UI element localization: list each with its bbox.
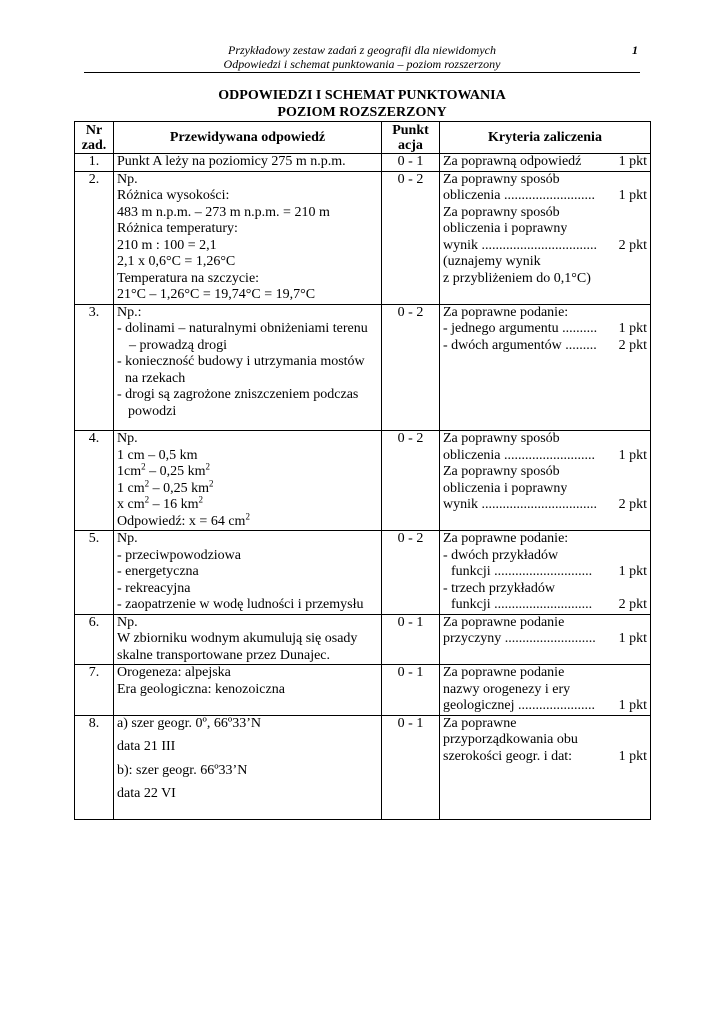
superscript: 2	[198, 494, 203, 505]
criteria-cell	[440, 665, 651, 716]
criteria-text: Za poprawne podanie	[443, 614, 565, 630]
table-row	[75, 431, 651, 531]
table-row	[75, 154, 651, 172]
criteria-text: - trzech przykładów	[443, 580, 555, 596]
answer-cell	[114, 154, 382, 172]
answer-line: - rekreacyjna	[117, 580, 191, 596]
criteria-line	[443, 172, 647, 189]
criteria-text: Za poprawny sposób	[443, 204, 560, 220]
page-number: 1	[632, 43, 638, 57]
criteria-text: obliczenia ..........................	[443, 447, 596, 463]
superscript: 2	[205, 461, 210, 472]
answer-line: a) szer geogr. 0º, 66º33’N	[117, 715, 261, 731]
criteria-cell	[440, 431, 651, 531]
answer-line: Np.	[117, 531, 138, 546]
criteria-line	[443, 732, 647, 749]
answer-text: – 0,25 km	[149, 480, 209, 496]
task-number: 6.	[75, 614, 114, 665]
criteria-text: przyczyny ..........................	[443, 631, 596, 646]
answer-text: 1cm	[117, 464, 142, 479]
criteria-text: przyporządkowania obu	[443, 732, 578, 747]
answer-line: data 21 III	[117, 739, 176, 754]
criteria-text: Za poprawną odpowiedź	[443, 154, 582, 169]
criteria-points: 1 pkt	[618, 564, 647, 579]
answer-line: W zbiorniku wodnym akumulują się osady	[117, 631, 358, 646]
answer-cell	[114, 304, 382, 431]
answer-cell	[114, 171, 382, 304]
criteria-points: 1 pkt	[618, 631, 647, 646]
answer-line: Np.:	[117, 304, 142, 320]
answer-key-table	[74, 121, 651, 820]
criteria-points: 2 pkt	[618, 237, 647, 253]
criteria-line	[443, 749, 647, 766]
criteria-text: funkcji ............................	[451, 564, 593, 579]
criteria-line	[443, 205, 647, 222]
criteria-points: 1 pkt	[618, 188, 647, 203]
col-header-answer: Przewidywana odpowiedź	[114, 122, 382, 154]
criteria-line	[443, 698, 647, 715]
task-number: 2.	[75, 171, 114, 304]
answer-line: - dolinami – naturalnymi obniżeniami terenu	[117, 321, 368, 336]
page-title: ODPOWIEDZI I SCHEMAT PUNKTOWANIA	[218, 88, 506, 103]
superscript: 2	[144, 494, 150, 505]
criteria-text: Za poprawne	[443, 715, 517, 731]
answer-text: – 16 km	[149, 497, 199, 512]
answer-line: Punkt A leży na poziomicy 275 m n.p.m.	[117, 154, 346, 169]
criteria-text: z przybliżeniem do 0,1°C)	[443, 270, 591, 286]
criteria-text: - jednego argumentu ..........	[443, 321, 598, 336]
answer-line: Orogeneza: alpejska	[117, 665, 231, 680]
answer-text: x cm	[117, 497, 145, 512]
criteria-points: 1 pkt	[618, 748, 647, 764]
table-row	[75, 171, 651, 304]
criteria-line	[443, 321, 647, 338]
superscript: 2	[245, 510, 250, 521]
answer-line: 483 m n.p.m. – 273 m n.p.m. = 210 m	[117, 204, 330, 220]
task-number: 4.	[75, 431, 114, 531]
answer-line: - zaopatrzenie w wodę ludności i przemysłu	[117, 597, 364, 612]
answer-line: b): szer geogr. 66º33’N	[117, 762, 248, 778]
superscript: 2	[209, 477, 214, 488]
criteria-cell	[440, 304, 651, 431]
criteria-text: obliczenia i poprawny	[443, 480, 568, 496]
criteria-text: obliczenia ..........................	[443, 188, 596, 203]
answer-line: 2,1 x 0,6°C = 1,26°C	[117, 254, 236, 269]
criteria-line	[443, 716, 647, 733]
points-range: 0 - 1	[382, 665, 440, 716]
answer-line: - energetyczna	[117, 564, 199, 579]
criteria-text: Za poprawny sposób	[443, 171, 560, 187]
criteria-line	[443, 615, 647, 632]
criteria-line	[443, 481, 647, 498]
answer-line: 210 m : 100 = 2,1	[117, 237, 217, 253]
col-header-points-line1: Punkt	[392, 122, 429, 138]
col-header-nr	[75, 122, 114, 154]
criteria-points: 1 pkt	[618, 321, 647, 336]
answer-line	[117, 477, 378, 498]
criteria-text: funkcji ............................	[451, 597, 593, 612]
task-number: 7.	[75, 665, 114, 716]
criteria-text: obliczenia i poprawny	[443, 221, 568, 236]
answer-cell	[114, 715, 382, 819]
points-range: 0 - 1	[382, 614, 440, 665]
criteria-line	[443, 254, 647, 271]
answer-line	[117, 510, 378, 531]
table-row	[75, 614, 651, 665]
criteria-text: wynik .................................	[443, 497, 597, 512]
running-header-line1: Przykładowy zestaw zadań z geografii dla niewidomych	[228, 43, 496, 57]
col-header-points	[382, 122, 440, 154]
criteria-text: Za poprawne podanie	[443, 665, 565, 680]
task-number: 5.	[75, 531, 114, 615]
criteria-text: - dwóch przykładów	[443, 547, 559, 563]
criteria-text: - dwóch argumentów .........	[443, 337, 597, 353]
page-subtitle: POZIOM ROZSZERZONY	[277, 105, 447, 120]
criteria-points: 2 pkt	[618, 337, 647, 353]
criteria-line	[443, 665, 647, 682]
answer-cell	[114, 431, 382, 531]
criteria-cell	[440, 154, 651, 172]
criteria-line	[443, 548, 647, 565]
answer-line: 21°C – 1,26°C = 19,74°C = 19,7°C	[117, 287, 316, 302]
criteria-line	[443, 448, 647, 465]
criteria-line	[443, 238, 647, 255]
criteria-text: nazwy orogenezy i ery	[443, 681, 571, 697]
criteria-line	[443, 682, 647, 699]
answer-line: - konieczność budowy i utrzymania mostów	[117, 354, 365, 369]
answer-line: na rzekach	[125, 370, 186, 386]
superscript: 2	[144, 477, 150, 488]
header-rule	[84, 72, 640, 73]
criteria-line	[443, 581, 647, 598]
answer-text: Odpowiedź: x = 64 cm	[117, 513, 246, 529]
criteria-line	[443, 338, 647, 355]
answer-line: powodzi	[128, 403, 177, 419]
criteria-line	[443, 154, 647, 171]
criteria-points: 1 pkt	[618, 698, 647, 713]
answer-line: 1 cm – 0,5 km	[117, 447, 198, 463]
criteria-text: (uznajemy wynik	[443, 254, 541, 269]
criteria-line	[443, 305, 647, 322]
col-header-nr-line1: Nr	[85, 122, 103, 138]
answer-line: skalne transportowane przez Dunajec.	[117, 647, 331, 663]
answer-line: - przeciwpowodziowa	[117, 547, 242, 563]
criteria-text: Za poprawne podanie:	[443, 531, 569, 546]
criteria-cell	[440, 715, 651, 819]
running-header-line2: Odpowiedzi i schemat punktowania – poziom rozszerzony	[223, 57, 501, 71]
criteria-points: 2 pkt	[618, 597, 647, 612]
criteria-text: szerokości geogr. i dat:	[443, 748, 573, 764]
criteria-line	[443, 271, 647, 288]
task-number: 3.	[75, 304, 114, 431]
answer-cell	[114, 531, 382, 615]
answer-line: - drogi są zagrożone zniszczeniem podczas	[117, 387, 359, 402]
task-number: 1.	[75, 154, 114, 172]
criteria-line	[443, 464, 647, 481]
answer-line: Np.	[117, 431, 138, 446]
criteria-text: Za poprawny sposób	[443, 431, 560, 446]
answer-line: Różnica wysokości:	[117, 188, 230, 203]
answer-line: Era geologiczna: kenozoiczna	[117, 681, 285, 697]
points-range: 0 - 2	[382, 171, 440, 304]
criteria-cell	[440, 171, 651, 304]
table-row	[75, 715, 651, 819]
criteria-line	[443, 497, 647, 514]
criteria-line	[443, 431, 647, 448]
criteria-points: 1 pkt	[618, 154, 647, 169]
task-number: 8.	[75, 715, 114, 819]
criteria-text: Za poprawny sposób	[443, 464, 560, 479]
table-header-row	[75, 122, 651, 154]
answer-text: – 0,25 km	[145, 464, 206, 479]
criteria-text: wynik .................................	[443, 237, 597, 253]
col-header-nr-line2: zad.	[81, 137, 107, 153]
criteria-points: 1 pkt	[618, 447, 647, 463]
criteria-cell	[440, 531, 651, 615]
criteria-line	[443, 531, 647, 548]
col-header-criteria: Kryteria zaliczenia	[440, 122, 651, 154]
table-row	[75, 304, 651, 431]
answer-cell	[114, 614, 382, 665]
col-header-points-line2: acja	[398, 137, 423, 153]
answer-line: Temperatura na szczycie:	[117, 270, 260, 286]
answer-text: 1 cm	[117, 480, 145, 496]
criteria-line	[443, 564, 647, 581]
table-row	[75, 665, 651, 716]
points-range: 0 - 1	[382, 154, 440, 172]
criteria-line	[443, 631, 647, 648]
superscript: 2	[141, 461, 146, 472]
points-range: 0 - 2	[382, 531, 440, 615]
answer-line: Np.	[117, 614, 138, 630]
table-row	[75, 531, 651, 615]
criteria-cell	[440, 614, 651, 665]
answer-cell	[114, 665, 382, 716]
points-range: 0 - 2	[382, 304, 440, 431]
spacer	[117, 420, 378, 430]
answer-line: Różnica temperatury:	[117, 221, 238, 236]
criteria-text: geologicznej ......................	[443, 698, 596, 713]
answer-line: Np.	[117, 171, 138, 187]
criteria-line	[443, 221, 647, 238]
answer-line: – prowadzą drogi	[129, 337, 227, 353]
criteria-points: 2 pkt	[618, 497, 647, 512]
points-range: 0 - 1	[382, 715, 440, 819]
answer-line	[117, 461, 378, 481]
criteria-line	[443, 597, 647, 614]
answer-line: data 22 VI	[117, 786, 176, 801]
points-range: 0 - 2	[382, 431, 440, 531]
criteria-text: Za poprawne podanie:	[443, 304, 569, 320]
criteria-line	[443, 188, 647, 205]
